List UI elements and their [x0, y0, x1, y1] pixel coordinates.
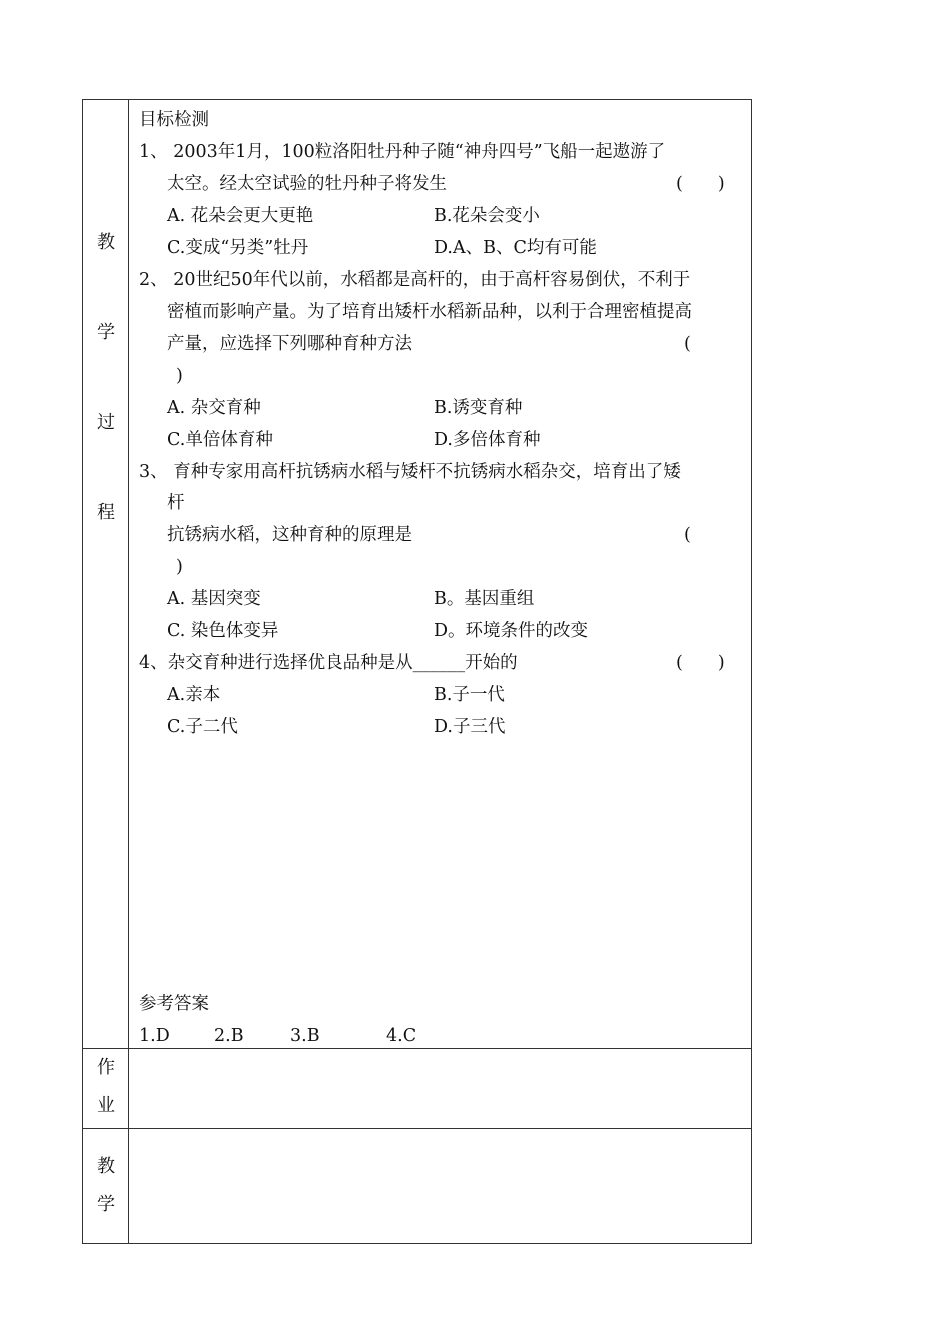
- q3-paren-close: ): [176, 557, 183, 577]
- q1-line2: 太空。经太空试验的牡丹种子将发生: [167, 174, 447, 194]
- q1-option-b: B.花朵会变小: [434, 206, 540, 226]
- side-label-reflection-2: 学: [97, 1194, 115, 1215]
- side-label-process-1: 教: [97, 232, 115, 253]
- side-label-process-4: 程: [97, 502, 115, 523]
- q1-option-c: C.变成“另类”牡丹: [167, 238, 309, 258]
- answer-1: 1.D: [139, 1026, 170, 1046]
- q3-line1: 3、 育种专家用高杆抗锈病水稻与矮杆不抗锈病水稻杂交，培育出了矮: [139, 462, 681, 482]
- q4-option-d: D.子三代: [434, 717, 506, 737]
- q4-answer-paren: ( ): [676, 653, 725, 673]
- side-label-homework-2: 业: [97, 1095, 115, 1116]
- answer-4: 4.C: [386, 1026, 417, 1046]
- q1-option-a: A. 花朵会更大更艳: [167, 206, 314, 226]
- row-divider-homework: [82, 1048, 752, 1049]
- side-label-reflection-1: 教: [97, 1156, 115, 1177]
- q2-paren-close: ): [176, 366, 183, 386]
- q2-option-c: C.单倍体育种: [167, 430, 273, 450]
- q3-option-c: C. 染色体变异: [167, 621, 279, 641]
- q4-option-b: B.子一代: [434, 685, 505, 705]
- q2-line3: 产量，应选择下列哪种育种方法: [167, 334, 412, 354]
- q2-option-a: A. 杂交育种: [167, 398, 261, 418]
- row-divider-reflection: [82, 1128, 752, 1129]
- q4-option-c: C.子二代: [167, 717, 238, 737]
- q3-option-b: B。基因重组: [434, 589, 535, 609]
- q3-option-d: D。环境条件的改变: [434, 621, 589, 641]
- side-label-homework-1: 作: [97, 1057, 115, 1078]
- column-divider: [128, 99, 129, 1244]
- answer-2: 2.B: [214, 1026, 244, 1046]
- q4-line1: 4、杂交育种进行选择优良品种是从______开始的: [139, 653, 518, 673]
- q3-line2: 抗锈病水稻，这种育种的原理是: [167, 525, 412, 545]
- q4-option-a: A.亲本: [167, 685, 221, 705]
- section-title: 目标检测: [139, 110, 209, 130]
- q1-answer-paren: ( ): [676, 174, 725, 194]
- answer-3: 3.B: [290, 1026, 320, 1046]
- q3-paren-open: (: [684, 525, 691, 545]
- q3-line1-wrap: 杆: [167, 493, 185, 513]
- q2-paren-open: (: [684, 334, 691, 354]
- answers-title: 参考答案: [139, 994, 209, 1014]
- q1-option-d: D.A、B、C均有可能: [434, 238, 597, 258]
- q2-line1: 2、 20世纪50年代以前，水稻都是高杆的，由于高杆容易倒伏，不利于: [139, 270, 691, 290]
- q2-option-d: D.多倍体育种: [434, 430, 541, 450]
- q2-option-b: B.诱变育种: [434, 398, 523, 418]
- side-label-process-3: 过: [97, 412, 115, 433]
- q2-line2: 密植而影响产量。为了培育出矮杆水稻新品种，以利于合理密植提高: [167, 302, 692, 322]
- q3-option-a: A. 基因突变: [167, 589, 261, 609]
- q1-line1: 1、 2003年1月，100粒洛阳牡丹种子随“神舟四号”飞船一起遨游了: [139, 142, 666, 162]
- side-label-process-2: 学: [97, 322, 115, 343]
